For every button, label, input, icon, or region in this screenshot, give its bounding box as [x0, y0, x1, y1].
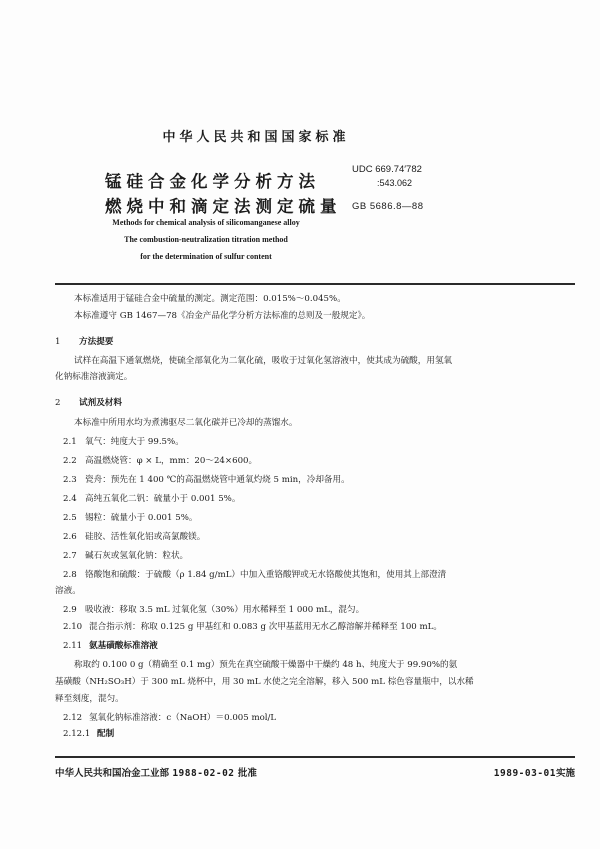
section-number: 2: [55, 398, 61, 408]
standard-type-text: 中华人民共和国国家标准: [162, 130, 350, 145]
approval-date: 1988-02-02: [172, 768, 235, 779]
item-2-7: 2.7 碱石灰或氢氧化钠：粒状。: [63, 551, 189, 561]
paragraph-2-11-line-1: 称取约 0.100 0 g（精确至 0.1 mg）预先在真空硫酸干燥器中干燥约 48 h、纯度大于 99.90%的氨: [74, 660, 458, 670]
footer-approval: [55, 765, 257, 779]
approval-label: 批准: [237, 768, 257, 779]
issuing-authority: 中华人民共和国冶金工业部: [55, 768, 170, 779]
item-2-2: 2.2 高温燃烧管：φ × L，mm：20～24×600。: [63, 456, 258, 466]
item-2-3: 2.3 瓷舟：预先在 1 400 ℃的高温燃烧管中通氧灼烧 5 min，冷却备用。: [63, 475, 350, 485]
paragraph-2-11-line-3: 释至刻度，混匀。: [55, 694, 124, 704]
udc-code: UDC 669.74′782: [352, 164, 422, 175]
document-title-line-2: 燃烧中和滴定法测定硫量: [105, 197, 342, 216]
footer-effective: [470, 765, 575, 779]
item-2-8-continuation: 溶液。: [55, 586, 81, 596]
english-title-line-1: Methods for chemical analysis of silicomanganese alloy: [112, 218, 300, 227]
udc-code-continuation: :543.062: [377, 178, 413, 188]
section-title: 试剂及材料: [79, 398, 122, 408]
paragraph-2-11-line-2: 基磺酸（NH₂SO₃H）于 300 mL 烧杯中，用 30 mL 水使之完全溶解，移入 500 mL 棕色容量瓶中，以水稀: [55, 677, 474, 687]
english-title-line-3: for the determination of sulfur content: [140, 252, 272, 261]
item-2-12-1: 2.12.1 配制: [63, 729, 115, 739]
standard-type-heading: [0, 126, 600, 145]
section-2-heading: [55, 396, 122, 408]
item-2-12: 2.12 氢氧化钠标准溶液：c（NaOH）＝0.005 mol/L: [63, 713, 277, 723]
item-2-1: 2.1 氧气：纯度大于 99.5%。: [63, 437, 184, 447]
effective-date: 1989-03-01: [493, 768, 556, 779]
item-2-9: 2.9 吸收液：移取 3.5 mL 过氧化氢（30%）用水稀释至 1 000 mL，混匀。: [63, 605, 365, 615]
item-2-4: 2.4 高纯五氧化二钒：硫量小于 0.001 5%。: [63, 494, 241, 504]
section-1-text-line-1: 试样在高温下通氧燃烧，使硫全部氧化为二氧化硫，吸收于过氧化氢溶液中，使其成为硫酸，用氢氧: [74, 356, 453, 366]
item-2-8: 2.8 铬酸饱和硫酸：于硫酸（ρ 1.84 g/mL）中加入重铬酸钾或无水铬酸使其饱和，使用其上部澄清: [63, 570, 447, 580]
section-number: 1: [55, 337, 61, 347]
item-2-6: 2.6 硅胶、活性氧化铝或高氯酸镁。: [63, 532, 206, 542]
item-2-10: 2.10 混合指示剂：称取 0.125 g 甲基红和 0.083 g 次甲基蓝用无水乙醇溶解并稀释至 100 mL。: [63, 622, 442, 632]
gb-standard-number: GB 5686.8—88: [352, 201, 424, 212]
section-2-text: 本标准中所用水均为煮沸驱尽二氧化碳并已冷却的蒸馏水。: [74, 418, 298, 428]
header-divider: [55, 283, 575, 285]
section-1-heading: [55, 335, 113, 347]
document-title-line-1: 锰硅合金化学分析方法: [105, 172, 320, 191]
footer-divider: [55, 756, 575, 758]
item-2-11: 2.11 氨基磺酸标准溶液: [63, 641, 158, 651]
effective-label: 实施: [555, 768, 575, 779]
intro-compliance: 本标准遵守 GB 1467—78《冶金产品化学分析方法标准的总则及一般规定》。: [74, 311, 371, 321]
english-title-line-2: The combustion-neutralization titration method: [124, 235, 288, 244]
section-1-text-line-2: 化钠标准溶液滴定。: [55, 372, 133, 382]
intro-scope: 本标准适用于锰硅合金中硫量的测定。测定范围：0.015%～0.045%。: [74, 294, 346, 304]
item-2-5: 2.5 锡粒：硫量小于 0.001 5%。: [63, 513, 198, 523]
section-title: 方法提要: [79, 337, 114, 347]
